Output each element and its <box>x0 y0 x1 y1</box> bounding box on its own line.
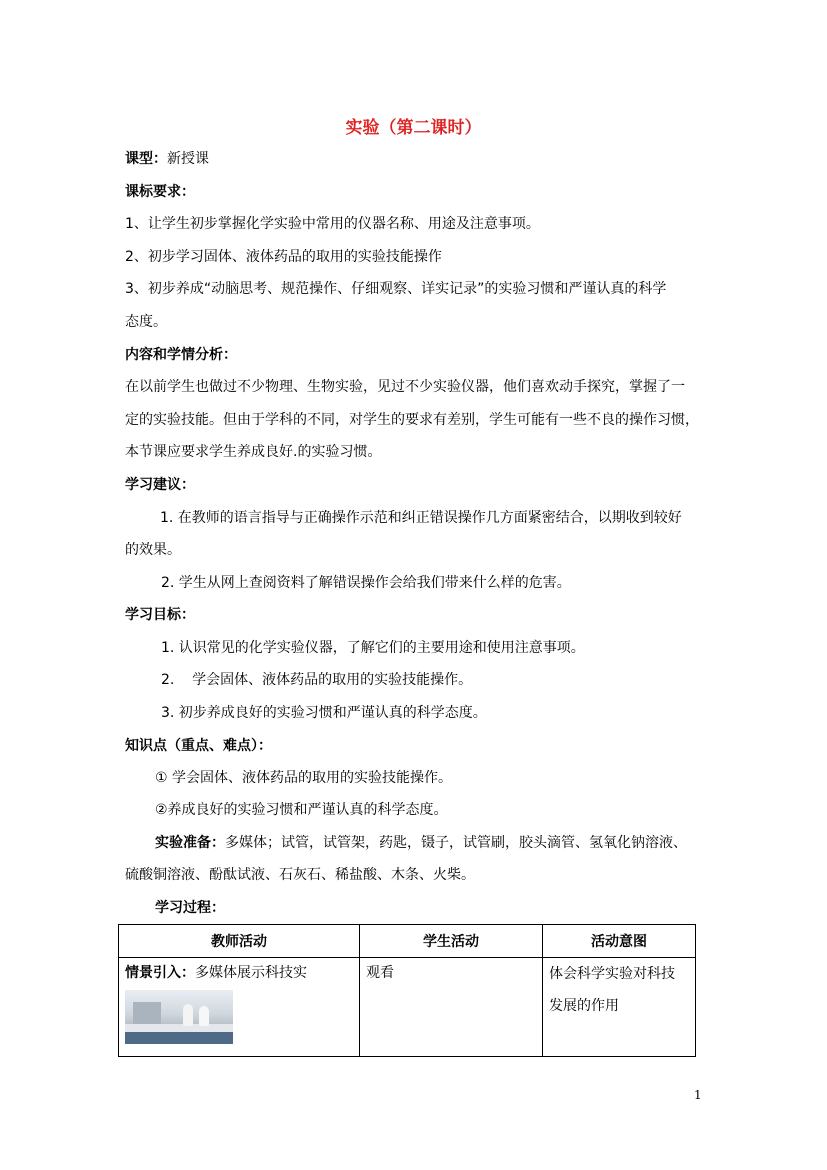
page-number: 1 <box>694 1088 702 1102</box>
preparation-label: 实验准备： <box>155 835 225 851</box>
objectives-item: 2. 学会固体、液体药品的取用的实验技能操作。 <box>161 672 473 688</box>
intent-text <box>543 958 695 1022</box>
analysis-line: 本节课应要求学生养成良好.的实验习惯。 <box>125 444 382 460</box>
process-table <box>118 924 696 1057</box>
standards-heading: 课标要求： <box>125 184 195 200</box>
lesson-type-label: 课型： <box>125 151 167 167</box>
suggestions-line: 2. 学生从网上查阅资料了解错误操作会给我们带来什么样的危害。 <box>161 575 571 591</box>
teacher-activity-cell <box>119 958 360 1057</box>
preparation-line: 硫酸铜溶液、酚酞试液、石灰石、稀盐酸、木条、火柴。 <box>125 867 475 883</box>
lab-photo <box>125 990 233 1044</box>
key-points-item: ②养成良好的实验习惯和严谨认真的科学态度。 <box>155 802 448 818</box>
suggestions-heading: 学习建议： <box>125 477 195 493</box>
intent-line: 体会科学实验对科技 <box>549 966 675 982</box>
analysis-line: 定的实验技能。但由于学科的不同，对学生的要求有差别，学生可能有一些不良的操作习惯， <box>125 412 699 428</box>
objectives-item: 1. 认识常见的化学实验仪器，了解它们的主要用途和使用注意事项。 <box>161 640 585 656</box>
page-title: 实验（第二课时） <box>345 118 482 138</box>
teacher-activity-value: 多媒体展示科技实 <box>195 965 307 981</box>
analysis-line: 在以前学生也做过不少物理、生物实验，见过不少实验仪器，他们喜欢动手探究，掌握了一 <box>125 379 685 395</box>
student-activity-cell <box>360 958 543 1057</box>
table-header-student: 学生活动 <box>360 925 543 958</box>
objectives-heading: 学习目标： <box>125 607 195 623</box>
suggestions-line: 1. 在教师的语言指导与正确操作示范和纠正错误操作几方面紧密结合，以期收到较好 <box>160 510 682 526</box>
objectives-item: 3. 初步养成良好的实验习惯和严谨认真的科学态度。 <box>161 705 487 721</box>
table-header-intent: 活动意图 <box>543 925 696 958</box>
standards-item: 2、初步学习固体、液体药品的取用的实验技能操作 <box>125 249 442 265</box>
process-heading: 学习过程： <box>155 900 225 916</box>
key-points-heading: 知识点（重点、难点）： <box>125 738 272 754</box>
teacher-activity-label: 情景引入： <box>125 965 195 981</box>
standards-item: 1、让学生初步掌握化学实验中常用的仪器名称、用途及注意事项。 <box>125 216 540 232</box>
standards-item: 3、初步养成“动脑思考、规范操作、仔细观察、详实记录”的实验习惯和严谨认真的科学 <box>125 281 667 297</box>
preparation-line <box>155 833 687 853</box>
standards-item: 态度。 <box>125 314 167 330</box>
intent-line: 发展的作用 <box>549 998 619 1014</box>
lesson-type-value: 新授课 <box>167 151 209 167</box>
table-header-teacher: 教师活动 <box>119 925 360 958</box>
table-row <box>119 958 696 1057</box>
preparation-text: 多媒体；试管，试管架，药匙，镊子，试管刷，胶头滴管、氢氧化钠溶液、 <box>225 835 687 851</box>
analysis-heading: 内容和学情分析： <box>125 347 237 363</box>
intent-cell <box>543 958 696 1057</box>
student-activity-text: 观看 <box>366 965 394 981</box>
teacher-activity-text <box>119 958 359 984</box>
table-header-row <box>119 925 696 958</box>
lesson-type <box>125 149 209 169</box>
key-points-item: ① 学会固体、液体药品的取用的实验技能操作。 <box>155 770 452 786</box>
suggestions-line: 的效果。 <box>125 542 181 558</box>
